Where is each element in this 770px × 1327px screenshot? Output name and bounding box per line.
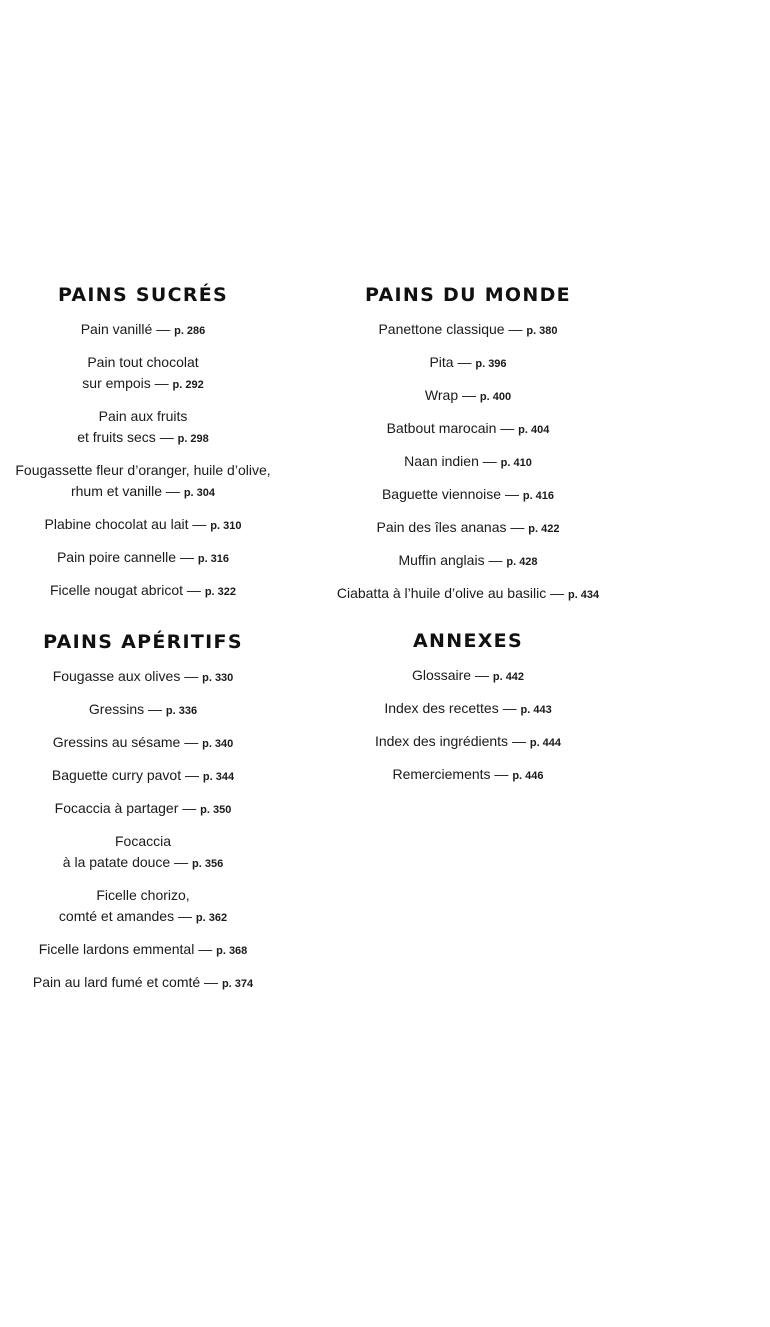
entry-title-line <box>326 583 610 606</box>
entry-separator: — <box>478 453 501 469</box>
toc-entry <box>326 451 610 474</box>
toc-entry <box>0 460 286 504</box>
toc-entry <box>326 698 610 721</box>
entry-separator: — <box>501 486 523 502</box>
entry-title-line <box>0 547 286 570</box>
page-number: p. 362 <box>195 912 228 924</box>
section-title: ANNEXES <box>413 630 523 652</box>
page-number: p. 330 <box>202 672 234 684</box>
entry-title-line: Ficelle chorizo, <box>96 887 190 903</box>
entry-title: Pita <box>429 354 454 370</box>
entry-title: Panettone classique <box>378 321 505 337</box>
entry-title-line <box>326 451 610 474</box>
page-number: p. 316 <box>197 553 230 565</box>
entry-title-line <box>0 373 286 396</box>
entry-list <box>0 319 286 603</box>
entry-title-line <box>0 580 286 603</box>
page-number: p. 422 <box>528 523 560 535</box>
entry-list <box>326 665 610 787</box>
entry-title: Focaccia à partager <box>54 800 179 816</box>
entry-title-line <box>0 732 286 755</box>
entry-separator: — <box>546 585 568 601</box>
entry-title: Ciabatta à l’huile d’olive au basilic <box>336 585 547 601</box>
entry-title-line: Focaccia <box>114 833 172 849</box>
entry-separator: — <box>174 908 196 924</box>
toc-entry <box>0 699 286 722</box>
toc-entry <box>326 665 610 688</box>
page-number: p. 380 <box>526 325 558 337</box>
page-number: p. 443 <box>520 704 552 716</box>
toc-entry <box>0 939 286 962</box>
page-number: p. 292 <box>172 379 204 391</box>
page-number: p. 286 <box>174 325 206 337</box>
page-number: p. 428 <box>506 556 538 568</box>
entry-title-line <box>0 972 286 995</box>
entry-separator: — <box>498 700 521 716</box>
entry-title-line <box>0 906 286 929</box>
entry-separator: — <box>484 552 507 568</box>
page-number: p. 434 <box>567 589 600 601</box>
entry-title-line <box>326 484 610 507</box>
entry-title-line <box>326 319 610 342</box>
toc-entry <box>326 550 610 573</box>
page-number: p. 410 <box>500 457 532 469</box>
page-number: p. 446 <box>512 770 544 782</box>
section-title: PAINS SUCRÉS <box>57 284 229 306</box>
entry-title-line <box>326 517 610 540</box>
entry-title: sur empois <box>82 375 151 391</box>
page-number: p. 298 <box>177 433 209 445</box>
entry-title: Wrap <box>424 387 459 403</box>
entry-separator: — <box>150 375 173 391</box>
entry-title: Remerciements <box>392 766 491 782</box>
entry-title: rhum et vanille <box>70 483 163 499</box>
entry-title-line <box>0 319 286 342</box>
toc-entry <box>0 798 286 821</box>
entry-title: Pain vanillé <box>80 321 153 337</box>
entry-separator: — <box>181 767 203 783</box>
toc-entry <box>326 731 610 754</box>
entry-separator: — <box>453 354 476 370</box>
toc-entry <box>0 406 286 450</box>
entry-title-line <box>0 481 286 504</box>
entry-separator: — <box>183 582 205 598</box>
entry-title-line <box>0 765 286 788</box>
entry-title-line <box>326 352 610 375</box>
entry-title-line: Fougassette fleur d’oranger, huile d’olive, <box>15 462 271 478</box>
entry-title-line <box>0 514 286 537</box>
entry-title: Gressins au sésame <box>52 734 181 750</box>
toc-entry <box>0 514 286 537</box>
entry-title: Glossaire <box>411 667 472 683</box>
page-number: p. 336 <box>165 705 198 717</box>
toc-entry <box>0 352 286 396</box>
page-number: p. 416 <box>522 490 555 502</box>
toc-entry <box>326 517 610 540</box>
entry-title-line: Pain tout chocolat <box>87 354 199 370</box>
page-number: p. 442 <box>492 671 525 683</box>
entry-separator: — <box>176 549 198 565</box>
entry-title-line <box>0 427 286 450</box>
entry-separator: — <box>180 734 203 750</box>
entry-separator: — <box>188 516 211 532</box>
entry-title: Baguette curry pavot <box>51 767 182 783</box>
toc-entry <box>0 547 286 570</box>
entry-title: Pain au lard fumé et comté <box>32 974 201 990</box>
toc-entry <box>326 385 610 408</box>
page-number: p. 374 <box>221 978 254 990</box>
toc-entry <box>0 831 286 875</box>
entry-title: Pain des îles ananas <box>376 519 507 535</box>
section-pains-aperitifs <box>0 630 286 995</box>
toc-entry <box>326 319 610 342</box>
page-number: p. 340 <box>202 738 234 750</box>
entry-separator: — <box>496 420 519 436</box>
toc-entry <box>0 885 286 929</box>
entry-separator: — <box>490 766 513 782</box>
entry-title: Index des recettes <box>384 700 499 716</box>
entry-title: Plabine chocolat au lait <box>44 516 189 532</box>
toc-entry <box>326 583 610 606</box>
section-title: PAINS DU MONDE <box>365 284 571 306</box>
entry-title: et fruits secs <box>77 429 156 445</box>
page-number: p. 344 <box>202 771 235 783</box>
entry-separator: — <box>170 854 192 870</box>
entry-title-line: Pain aux fruits <box>98 408 188 424</box>
entry-title: Index des ingrédients <box>374 733 509 749</box>
entry-separator: — <box>180 668 203 684</box>
section-pains-du-monde <box>326 283 610 606</box>
entry-title-line <box>0 852 286 875</box>
entry-separator: — <box>178 800 201 816</box>
entry-title-line <box>326 698 610 721</box>
toc-entry <box>326 764 610 787</box>
entry-separator: — <box>458 387 480 403</box>
entry-separator: — <box>194 941 217 957</box>
page-number: p. 310 <box>210 520 242 532</box>
entry-title: Muffin anglais <box>398 552 485 568</box>
toc-entry <box>0 666 286 689</box>
toc-entry <box>0 972 286 995</box>
entry-separator: — <box>200 974 222 990</box>
entry-title: comté et amandes <box>58 908 175 924</box>
toc-entry <box>326 484 610 507</box>
entry-title: Ficelle nougat abricot <box>49 582 184 598</box>
entry-separator: — <box>471 667 493 683</box>
section-pains-sucres <box>0 283 286 603</box>
entry-title: Fougasse aux olives <box>52 668 181 684</box>
entry-title-line <box>0 666 286 689</box>
entry-title-line <box>0 699 286 722</box>
entry-title-line <box>326 665 610 688</box>
page-number: p. 322 <box>204 586 237 598</box>
entry-title: à la patate douce <box>62 854 171 870</box>
entry-separator: — <box>508 733 530 749</box>
entry-title-line <box>326 550 610 573</box>
section-annexes <box>326 629 610 787</box>
entry-title-line <box>326 418 610 441</box>
page-number: p. 404 <box>518 424 550 436</box>
page-number: p. 304 <box>183 487 215 499</box>
toc-entry <box>326 352 610 375</box>
toc-entry <box>0 319 286 342</box>
page-number: p. 396 <box>475 358 507 370</box>
entry-title-line <box>0 798 286 821</box>
page-number: p. 444 <box>529 737 562 749</box>
entry-title-line <box>326 731 610 754</box>
entry-title-line <box>326 764 610 787</box>
entry-separator: — <box>155 429 178 445</box>
entry-title: Batbout marocain <box>386 420 497 436</box>
entry-separator: — <box>162 483 184 499</box>
toc-entry <box>0 765 286 788</box>
section-title: PAINS APÉRITIFS <box>43 631 243 653</box>
entry-title-line <box>0 939 286 962</box>
entry-title: Gressins <box>88 701 145 717</box>
entry-list <box>0 666 286 995</box>
entry-title: Naan indien <box>404 453 479 469</box>
entry-title: Baguette viennoise <box>381 486 502 502</box>
toc-entry <box>0 732 286 755</box>
entry-separator: — <box>504 321 527 337</box>
page-number: p. 350 <box>200 804 232 816</box>
page-number: p. 356 <box>192 858 224 870</box>
entry-title: Pain poire cannelle <box>56 549 177 565</box>
page-number: p. 400 <box>479 391 512 403</box>
toc-entry <box>326 418 610 441</box>
entry-separator: — <box>506 519 529 535</box>
toc-entry <box>0 580 286 603</box>
entry-title: Ficelle lardons emmental <box>38 941 195 957</box>
entry-list <box>326 319 610 606</box>
page-number: p. 368 <box>216 945 248 957</box>
entry-separator: — <box>152 321 175 337</box>
entry-separator: — <box>144 701 166 717</box>
entry-title-line <box>326 385 610 408</box>
